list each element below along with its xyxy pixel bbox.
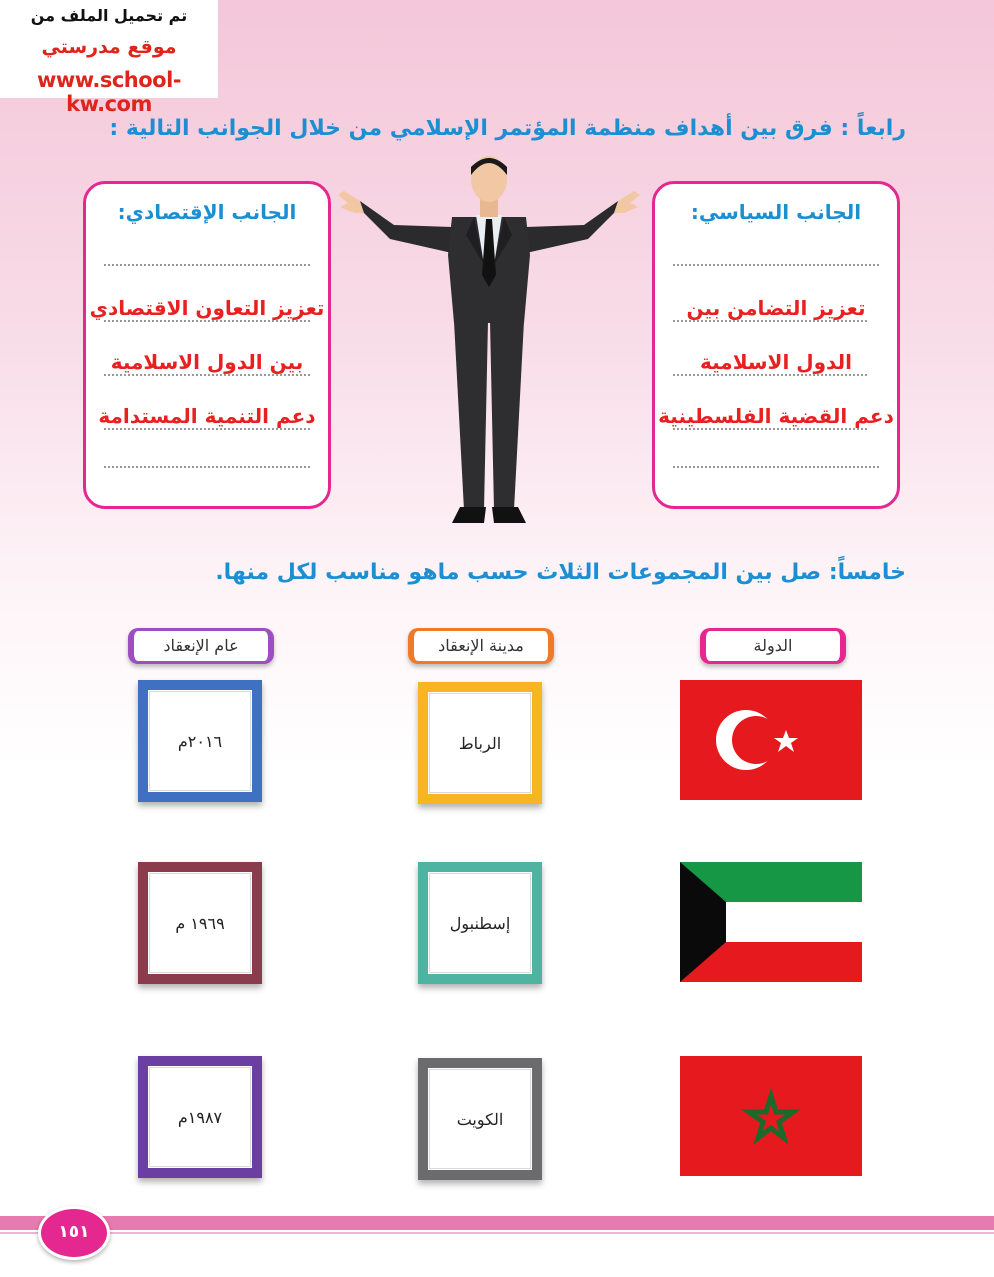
question5-text: خامساً: صل بين المجموعات الثلاث حسب ماهو مناسب لكل منها. bbox=[215, 560, 906, 585]
economic-answer-1: تعزيز التعاون الاقتصادي bbox=[89, 296, 325, 320]
political-box bbox=[652, 181, 900, 509]
watermark-line1: تم تحميل الملف من bbox=[30, 6, 188, 25]
watermark-line2: موقع مدرستي bbox=[41, 36, 177, 58]
dotted-line bbox=[104, 320, 310, 322]
watermark bbox=[0, 0, 218, 116]
political-answer-3: دعم القضية الفلسطينية bbox=[658, 404, 894, 428]
header-city: مدينة الإنعقاد bbox=[408, 628, 554, 664]
dotted-line bbox=[104, 374, 310, 376]
year-2016: ٢٠١٦م bbox=[177, 731, 223, 751]
businessman-illustration bbox=[334, 155, 644, 530]
political-answer-2: الدول الاسلامية bbox=[700, 350, 852, 374]
year-1969: ١٩٦٩ م bbox=[175, 913, 225, 933]
economic-title: الجانب الإقتصادي: bbox=[117, 200, 297, 224]
dotted-line bbox=[673, 466, 879, 468]
turkey-flag bbox=[680, 680, 862, 800]
dotted-line bbox=[673, 374, 867, 376]
city-frame-1 bbox=[418, 682, 542, 804]
city-rabat: الرباط bbox=[458, 733, 502, 753]
dotted-line bbox=[104, 466, 310, 468]
year-frame-1 bbox=[138, 680, 262, 802]
economic-box bbox=[83, 181, 331, 509]
footer-bar bbox=[0, 1216, 994, 1230]
dotted-line bbox=[104, 428, 310, 430]
page-number: ١٥١ bbox=[38, 1206, 110, 1260]
morocco-flag bbox=[680, 1056, 862, 1176]
year-frame-2 bbox=[138, 862, 262, 984]
header-year: عام الإنعقاد bbox=[128, 628, 274, 664]
dotted-line bbox=[673, 264, 879, 266]
year-frame-3 bbox=[138, 1056, 262, 1178]
dotted-line bbox=[673, 428, 867, 430]
city-istanbul: إسطنبول bbox=[449, 913, 511, 933]
header-country: الدولة bbox=[700, 628, 846, 664]
footer-bar-line bbox=[0, 1232, 994, 1234]
economic-answer-2: بين الدول الاسلامية bbox=[110, 350, 304, 374]
dotted-line bbox=[104, 264, 310, 266]
economic-answer-3: دعم التنمية المستدامة bbox=[98, 404, 316, 428]
dotted-line bbox=[673, 320, 867, 322]
city-kuwait: الكويت bbox=[456, 1109, 504, 1129]
city-frame-2 bbox=[418, 862, 542, 984]
political-answer-1: تعزيز التضامن بين bbox=[686, 296, 866, 320]
year-1987: ١٩٨٧م bbox=[177, 1107, 223, 1127]
watermark-url: www.school-kw.com bbox=[36, 68, 181, 116]
political-title: الجانب السياسي: bbox=[690, 200, 862, 224]
kuwait-flag bbox=[680, 862, 862, 982]
city-frame-3 bbox=[418, 1058, 542, 1180]
question4-text: رابعاً : فرق بين أهداف منظمة المؤتمر الإسلامي من خلال الجوانب التالية : bbox=[109, 116, 906, 141]
